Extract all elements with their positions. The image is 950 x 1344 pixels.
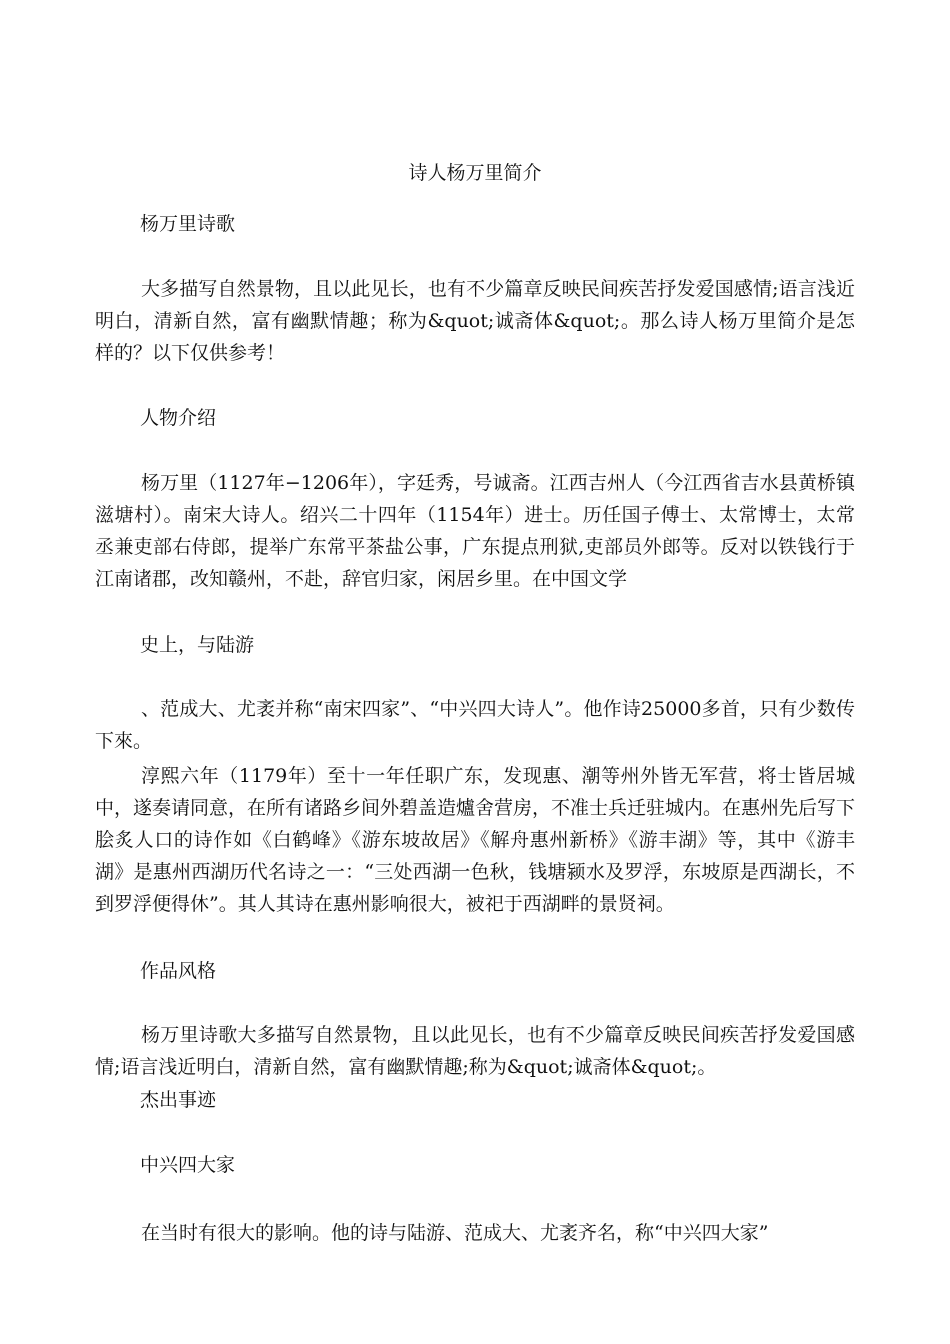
section-heading-four: 中兴四大家: [140, 1154, 236, 1176]
paragraph-fanchengda: 、范成大、尤袤并称“南宋四家”、“中兴四大诗人”。他作诗25000多首，只有少数传下來。: [95, 698, 855, 752]
section-heading-poetry: 杨万里诗歌: [140, 213, 236, 235]
paragraph-four: 在当时有很大的影响。他的诗与陆游、范成大、尤袤齐名，称“中兴四大家”: [141, 1222, 769, 1244]
paragraph-intro: 大多描写自然景物，且以此见长，也有不少篇章反映民间疾苦抒发爱国感情;语言浅近明白，清新自然，富有幽默情趣；称为&quot;诚斋体&quot;。那么诗人杨万里简介是怎样的？以下仅供参考！: [95, 278, 855, 364]
paragraph-huizhou: 淳熙六年（1179年）至十一年任职广东，发现惠、潮等州外皆无军营，将士皆居城中，遂奏请同意，在所有诸路乡间外碧盖造爐舍营房，不准士兵迁驻城内。在惠州先后写下脍炙人口的诗作如《白鹤峰》《游东坡故居》《解舟惠州新桥》《游丰湖》等，其中《游丰湖》是惠州西湖历代名诗之一：“三处西湖一色秋，钱塘颍水及罗浮，东坡原是西湖长，不到罗浮便得休”。其人其诗在惠州影响很大，被祀于西湖畔的景贤祠。: [95, 765, 856, 915]
document-title: 诗人杨万里简介: [408, 162, 542, 184]
paragraph-style: 杨万里诗歌大多描写自然景物，且以此见长，也有不少篇章反映民间疾苦抒发爱国感情;语言浅近明白，清新自然，富有幽默情趣;称为&quot;诚斋体&quot;。: [95, 1024, 855, 1078]
paragraph-person: 杨万里（1127年−1206年），字廷秀，号诚斋。江西吉州人（今江西省吉水县黄桥镇滋塘村）。南宋大诗人。绍兴二十四年（1154年）进士。历任国子傅士、太常博士，太常丞兼吏部右侍郎，提举广东常平茶盐公事，广东提点刑狱,吏部员外郎等。反对以铁钱行于江南诸郡，改知赣州，不赴，辞官归家，闲居乡里。在中国文学: [95, 472, 855, 590]
section-heading-deeds: 杰出事迹: [140, 1089, 217, 1111]
section-heading-history: 史上，与陆游: [140, 634, 255, 656]
section-heading-style: 作品风格: [140, 960, 217, 982]
section-heading-person: 人物介绍: [140, 407, 217, 429]
